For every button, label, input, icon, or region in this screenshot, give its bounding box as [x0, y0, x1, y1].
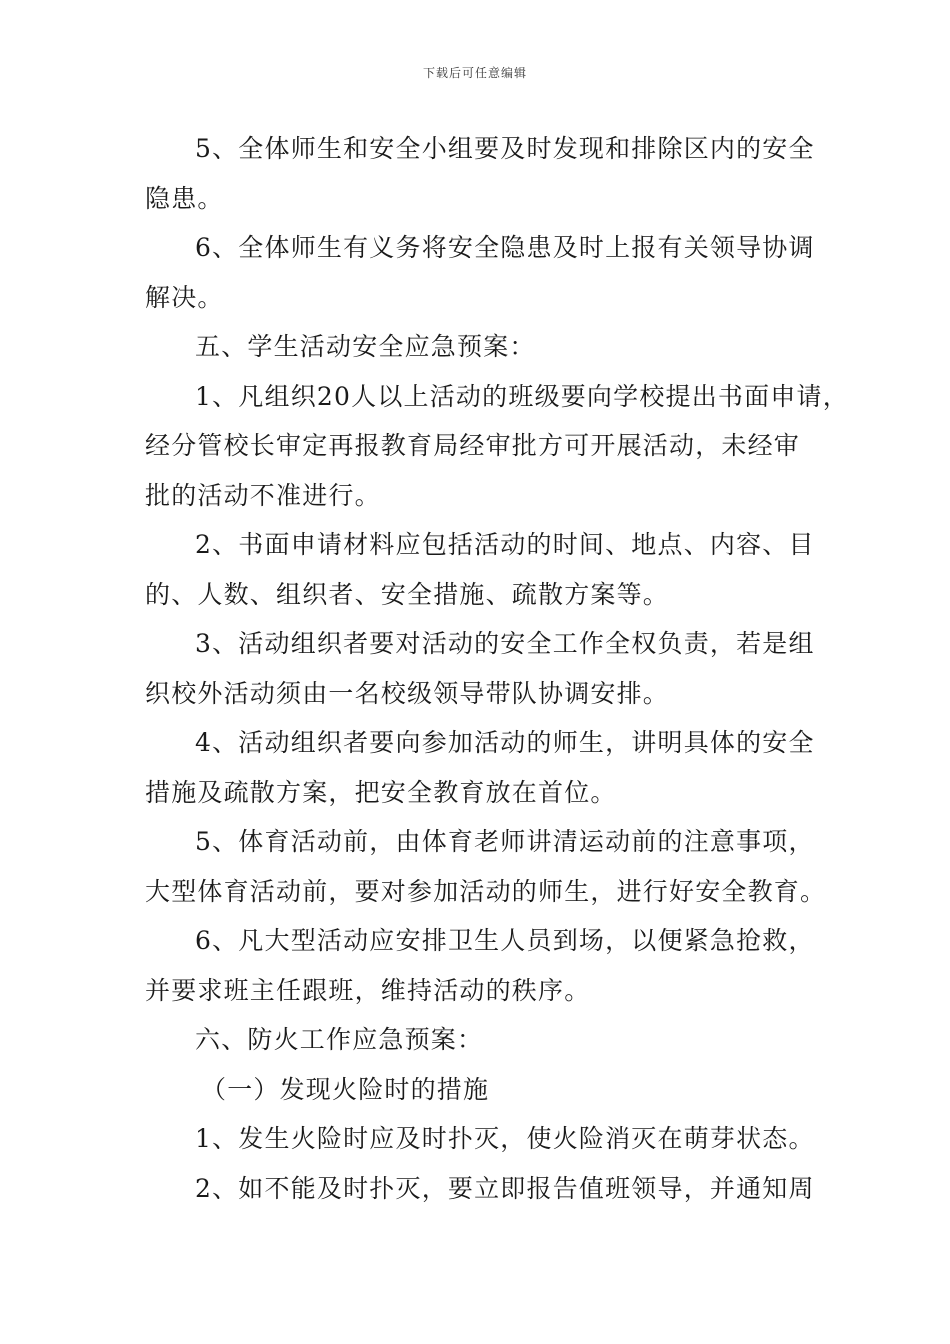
- paragraph-line: 隐患。: [145, 183, 224, 213]
- paragraph-line: 1、凡组织20人以上活动的班级要向学校提出书面申请，: [195, 381, 849, 411]
- paragraph-line: 大型体育活动前，要对参加活动的师生，进行好安全教育。: [145, 876, 827, 906]
- paragraph-line: 解决。: [145, 282, 224, 312]
- paragraph-line: 5、全体师生和安全小组要及时发现和排除区内的安全: [195, 134, 815, 163]
- document-body: [145, 124, 849, 1213]
- section-heading: 五、学生活动安全应急预案：: [195, 332, 536, 361]
- paragraph-line: 经分管校长审定再报教育局经审批方可开展活动，未经审: [145, 431, 801, 460]
- paragraph-line: 1、发生火险时应及时扑灭，使火险消灭在萌芽状态。: [195, 1124, 815, 1153]
- paragraph-line: 并要求班主任跟班，维持活动的秩序。: [145, 975, 591, 1005]
- paragraph-line: 批的活动不准进行。: [145, 480, 381, 510]
- paragraph-line: 的、人数、组织者、安全措施、疏散方案等。: [145, 579, 670, 609]
- paragraph-line: 织校外活动须由一名校级领导带队协调安排。: [145, 678, 670, 708]
- paragraph-line: 2、如不能及时扑灭，要立即报告值班领导，并通知周: [195, 1173, 815, 1203]
- paragraph-line: 措施及疏散方案，把安全教育放在首位。: [145, 777, 617, 807]
- paragraph-line: 2、书面申请材料应包括活动的时间、地点、内容、目: [195, 530, 815, 559]
- paragraph-line: 3、活动组织者要对活动的安全工作全权负责，若是组: [195, 629, 815, 658]
- paragraph-line: 6、凡大型活动应安排卫生人员到场，以便紧急抢救，: [195, 926, 815, 955]
- paragraph-line: 6、全体师生有义务将安全隐患及时上报有关领导协调: [195, 233, 815, 262]
- subsection-heading: （一）发现火险时的措施: [201, 1074, 490, 1104]
- page-header-note: 下载后可任意编辑: [422, 66, 527, 80]
- paragraph-line: 4、活动组织者要向参加活动的师生，讲明具体的安全: [195, 728, 815, 757]
- paragraph-line: 5、体育活动前，由体育老师讲清运动前的注意事项，: [195, 827, 815, 856]
- section-heading: 六、防火工作应急预案：: [195, 1025, 484, 1054]
